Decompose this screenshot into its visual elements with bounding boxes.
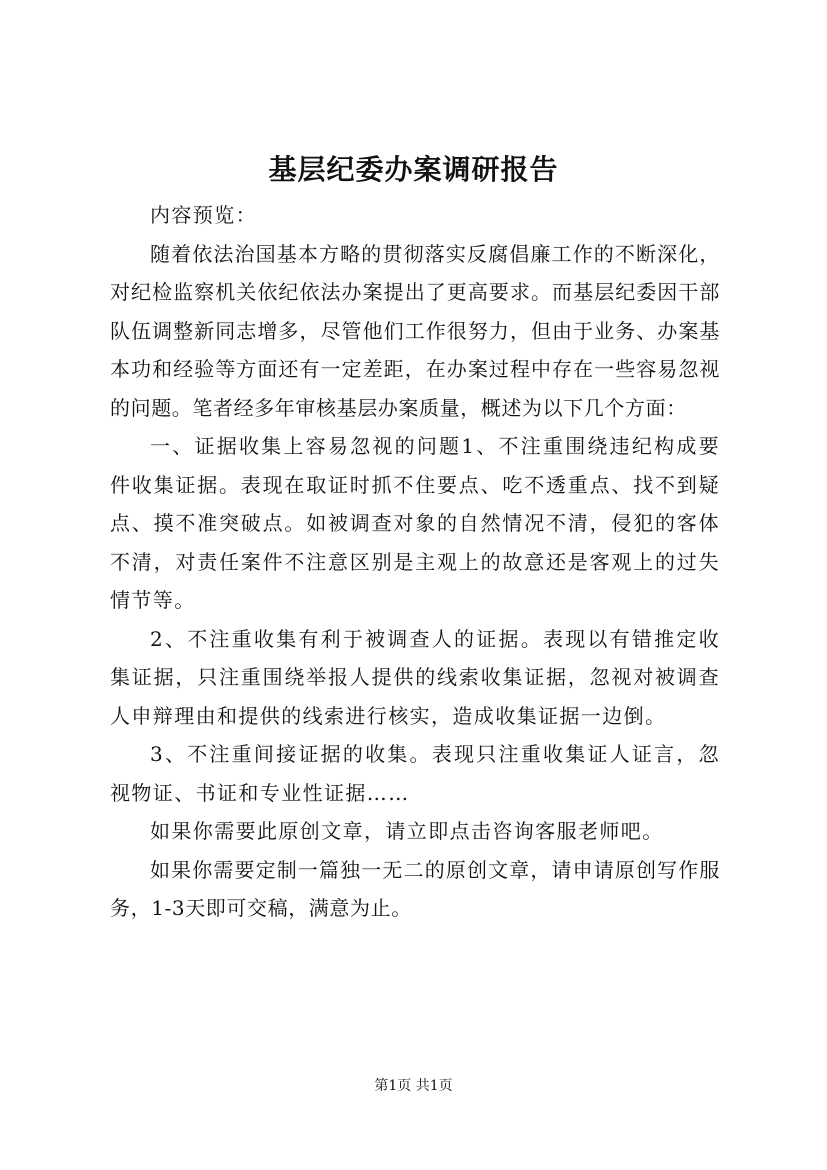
paragraph-consult-note: 如果你需要此原创文章，请立即点击咨询客服老师吧。 [150,819,664,843]
document-title: 基层纪委办案调研报告 [268,153,559,186]
document-body [110,196,720,928]
page-number-footer: 第1页 共1页 [374,1078,453,1094]
paragraph-intro: 随着依法治国基本方略的贯彻落实反腐倡廉工作的不断深化，对纪检监察机关依纪依法办案提出了更高要求。而基层纪委因干部队伍调整新同志增多，尽管他们工作很努力，但由于业务、办案基本功和经验等方面还有一定差距，在办案过程中存在一些容易忽视的问题。笔者经多年审核基层办案质量，概述为以下几个方面： [110,241,720,420]
preview-label: 内容预览： [150,203,257,227]
paragraph-point-3: 3、不注重间接证据的收集。表现只注重收集证人证言，忽视物证、书证和专业性证据…… [110,742,720,805]
paragraph-custom-writing-note: 如果你需要定制一篇独一无二的原创文章，请申请原创写作服务，1-3天即可交稿，满意为止。 [110,857,720,920]
paragraph-section-1: 一、证据收集上容易忽视的问题1、不注重围绕违纪构成要件收集证据。表现在取证时抓不住要点、吃不透重点、找不到疑点、摸不准突破点。如被调查对象的自然情况不清，侵犯的客体不清，对责任案件不注意区别是主观上的故意还是客观上的过失情节等。 [110,434,720,612]
paragraph-point-2: 2、不注重收集有利于被调查人的证据。表现以有错推定收集证据，只注重围绕举报人提供的线索收集证据，忽视对被调查人申辩理由和提供的线索进行核实，造成收集证据一边倒。 [110,626,720,728]
